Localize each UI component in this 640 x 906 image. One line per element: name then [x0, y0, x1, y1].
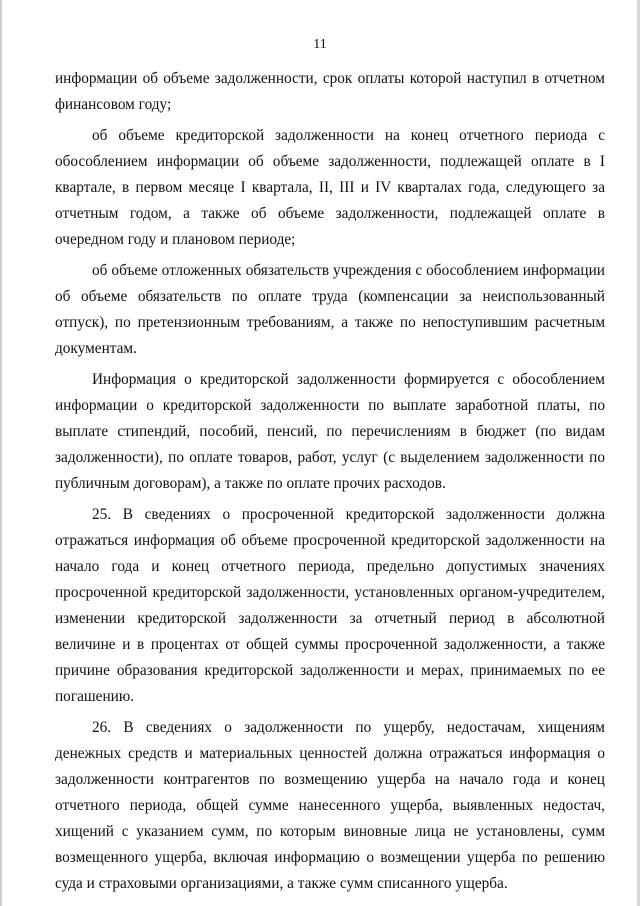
paragraph-2: об объеме кредиторской задолженности на конец отчетного периода с обособлением информации об объеме задолженности, подлежащей оплате в I квартале, в первом месяце I квартала, II, III и IV кварталах года, следующего за отчетным годом, а также об объеме задолженности, подлежащей оплате в очередном году и плановом периоде; — [55, 127, 605, 248]
paragraph-3: об объеме отложенных обязательств учреждения с обособлением информации об объеме обязательств по оплате труда (компенсации за неиспользованный отпуск), по претензионным требованиям, а также по непоступившим расчетным документам. — [55, 262, 605, 357]
scan-left-edge — [0, 0, 2, 906]
paragraph-25: 25. В сведениях о просроченной кредиторской задолженности должна отражаться информация об объеме просроченной кредиторской задолженности на начало года и конец отчетного периода, предельно допустимых значениях просроченной кредиторской задолженности, установленных органом-учредителем, изменении кредиторской задолженности за отчетный период в абсолютной величине и в процентах от общей суммы просроченной задолженности, а также причине образования кредиторской задолженности и мерах, принимаемых по ее погашению. — [55, 506, 605, 705]
document-body — [55, 66, 605, 902]
paragraph-4: Информация о кредиторской задолженности формируется с обособлением информации о кредиторской задолженности по выплате заработной платы, по выплате стипендий, пособий, пенсий, по перечислениям в бюджет (по видам задолженности), по оплате товаров, работ, услуг (с выделением задолженности по публичным договорам), а также по оплате прочих расходов. — [55, 371, 605, 492]
paragraph-26: 26. В сведениях о задолженности по ущербу, недостачам, хищениям денежных средств и материальных ценностей должна отражаться информация о задолженности контрагентов по возмещению ущерба на начало года и конец отчетного периода, общей сумме нанесенного ущерба, выявленных недостач, хищений с указанием сумм, по которым виновные лица не установлены, сумм возмещенного ущерба, включая информацию о возмещении ущерба по решению суда и страховыми организациями, а также сумм списанного ущерба. — [55, 719, 605, 892]
page-number: 11 — [313, 37, 327, 52]
paragraph-1: информации об объеме задолженности, срок оплаты которой наступил в отчетном финансовом году; — [55, 70, 605, 113]
